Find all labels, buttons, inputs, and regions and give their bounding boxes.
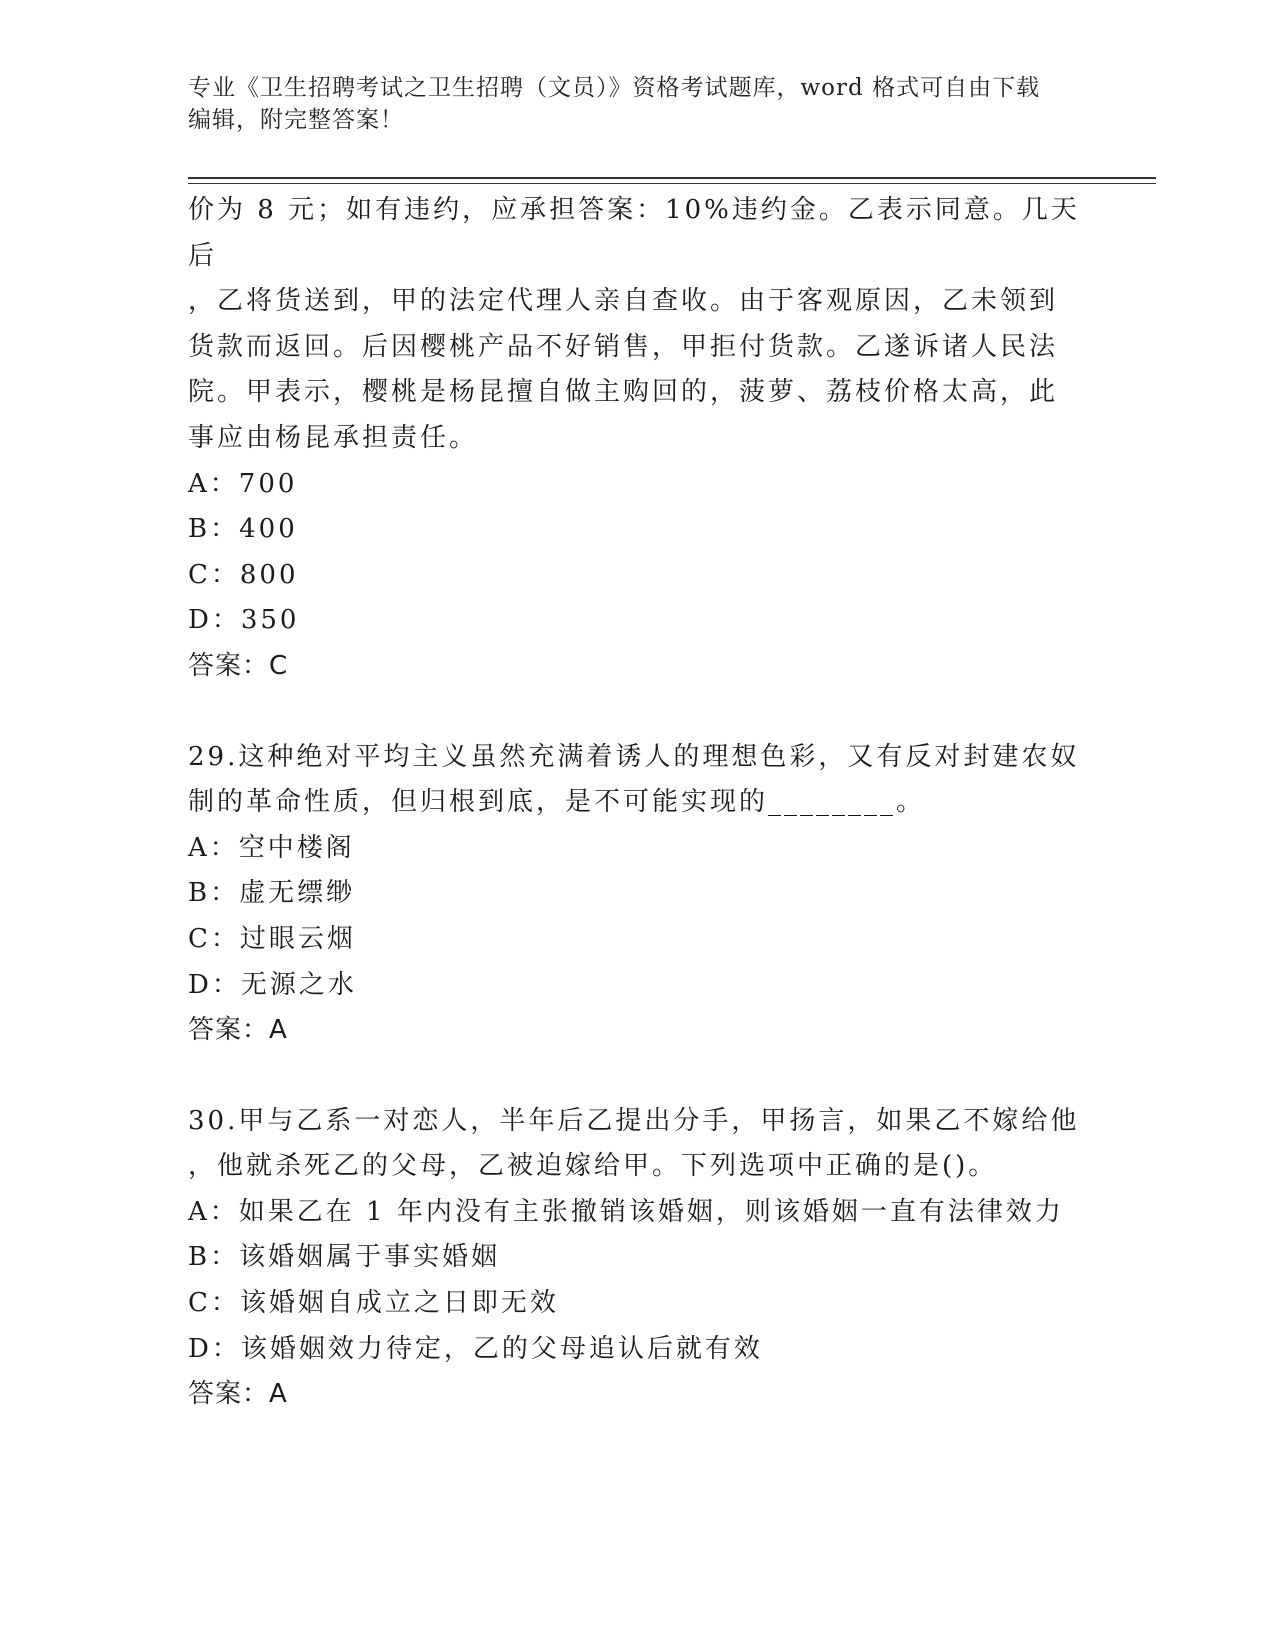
question-30: [188, 1099, 1088, 1418]
option-a: A：700: [188, 468, 298, 499]
question-text-line: ，他就杀死乙的父母，乙被迫嫁给甲。下列选项中正确的是()。: [188, 1151, 998, 1182]
option-b: B：400: [188, 514, 298, 545]
option-a: A：如果乙在 1 年内没有主张撤销该婚姻，则该婚姻一直有法律效力: [188, 1196, 1064, 1227]
option-d: D：该婚姻效力待定，乙的父母追认后就有效: [188, 1333, 763, 1364]
option-c: C：过眼云烟: [188, 923, 356, 954]
question-text-line: 制的革命性质，但归根到底，是不可能实现的________。: [188, 787, 926, 818]
option-a: A：空中楼阁: [188, 832, 355, 863]
header-divider-thin: [188, 183, 1156, 184]
header-divider-thick: [188, 177, 1156, 179]
question-29: [188, 735, 1088, 1054]
option-c: C：该婚姻自成立之日即无效: [188, 1288, 559, 1319]
question-text-line: 货款而返回。后因樱桃产品不好销售，甲拒付货款。乙遂诉诸人民法: [188, 331, 1059, 362]
document-header: [188, 72, 1088, 136]
question-28: [188, 188, 1088, 690]
option-b: B：虚无缥缈: [188, 878, 356, 909]
question-text-line: 30.甲与乙系一对恋人，半年后乙提出分手，甲扬言，如果乙不嫁给他: [188, 1105, 1080, 1136]
question-text-line: ，乙将货送到，甲的法定代理人亲自查收。由于客观原因，乙未领到: [188, 286, 1059, 317]
option-b: B：该婚姻属于事实婚姻: [188, 1242, 501, 1273]
question-text-line: 院。甲表示，樱桃是杨昆擅自做主购回的，菠萝、荔枝价格太高，此: [188, 377, 1059, 408]
question-list: [188, 188, 1088, 1418]
question-text-line: 29.这种绝对平均主义虽然充满着诱人的理想色彩，又有反对封建农奴: [188, 741, 1080, 772]
option-d: D：无源之水: [188, 969, 357, 1000]
answer-line: 答案：A: [188, 1015, 288, 1046]
spacer: [188, 1054, 1088, 1099]
header-line-1: 专业《卫生招聘考试之卫生招聘（文员）》资格考试题库，word 格式可自由下载: [188, 75, 1041, 101]
answer-line: 答案：C: [188, 650, 289, 681]
answer-line: 答案：A: [188, 1379, 288, 1410]
question-text-line: 价为 8 元；如有违约，应承担答案：10%违约金。乙表示同意。几天后: [188, 195, 1080, 271]
option-d: D：350: [188, 605, 300, 636]
question-text-line: 事应由杨昆承担责任。: [188, 422, 479, 453]
header-line-2: 编辑，附完整答案！: [188, 107, 404, 133]
spacer: [188, 690, 1088, 735]
option-c: C：800: [188, 559, 299, 590]
